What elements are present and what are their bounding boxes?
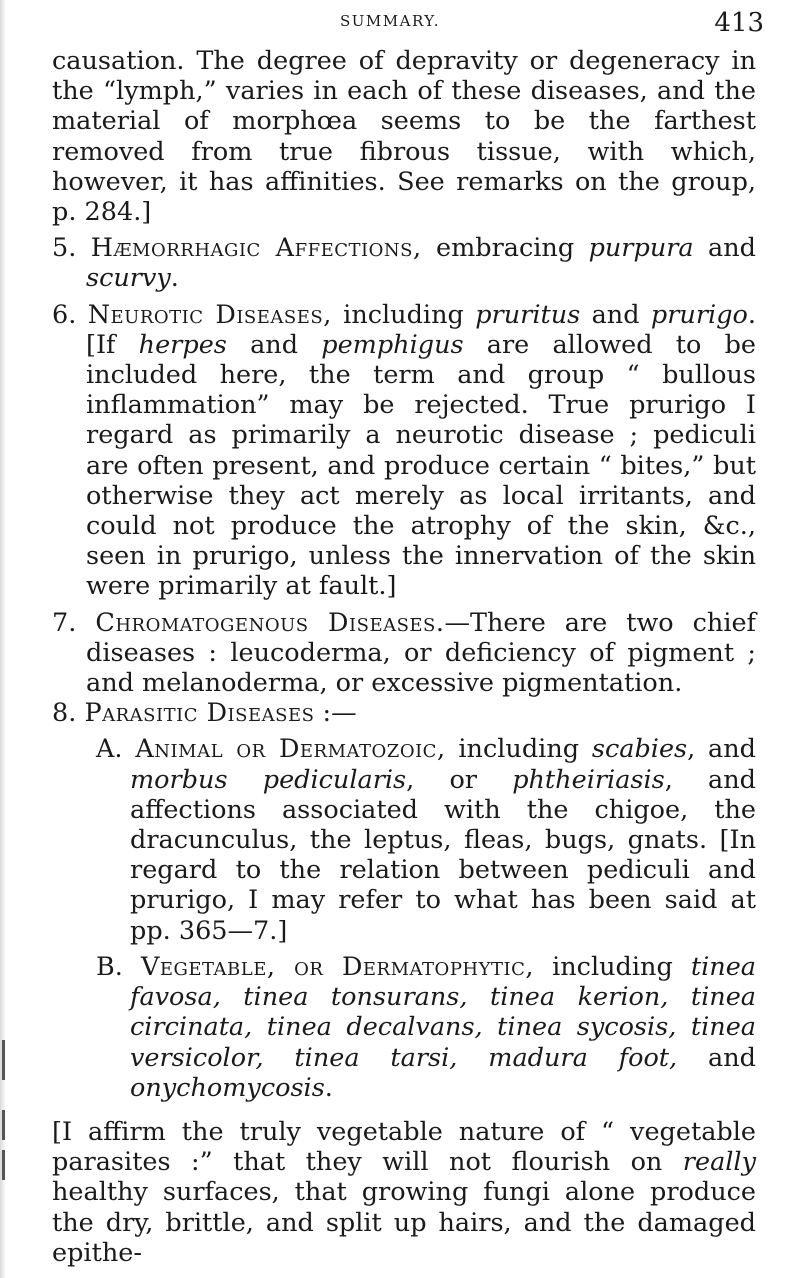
continuation-text: causation. The degree of depravity or degeneracy in the “lymph,” varies in each of these diseases, and the material of morphœa seems to be the farthest removed from true fibrous tissue, with which, however, it has affinities. See remarks on the group, p. 284.] <box>52 46 756 228</box>
entry-italic: morbus pedicularis <box>130 764 407 795</box>
entry-text: including <box>445 734 592 765</box>
entry-number: 8. <box>52 698 77 729</box>
entry-text: [I affirm the truly vegetable nature of “ vegetable parasites :” that they will not flourish on <box>52 1116 756 1178</box>
page-number: 413 <box>714 8 764 38</box>
entry-text: , and affections associated with the chigoe, the dracunculus, the leptus, fleas, bugs, gnats. [In regard to the relation between pediculi and prurigo, I may refer to what has been said at pp. 365—7.] <box>130 764 756 946</box>
entry-number: 5. <box>52 233 77 264</box>
page-spine-shadow <box>0 0 6 1278</box>
subentry-letter: A. <box>96 734 123 765</box>
entry-italic: scurvy <box>86 263 171 294</box>
entry-text: . <box>170 263 179 294</box>
subentry-animal <box>52 734 756 945</box>
entry-text: are allowed to be included here, the term and group “ bullous inflammation” may be rejected. True prurigo I regard as primarily a neurotic disease ; pediculi are often present, and produce certain “ bites,” but otherwise they act merely as local irritants, and could not produce the atrophy of the skin, &c., seen in prurigo, unless the innervation of the skin were primarily at fault.] <box>86 329 756 602</box>
entry-text: embracing <box>421 233 589 264</box>
entry-heading: Neurotic Diseases, <box>87 299 332 330</box>
spine-mark <box>2 1110 5 1140</box>
entry-heading: Chromatogenous Diseases. <box>95 607 445 638</box>
spine-mark <box>2 1040 5 1080</box>
entry-text: and <box>693 233 757 264</box>
entry-text: and <box>677 1042 756 1073</box>
entry-text: :— <box>314 698 357 729</box>
entry-text: —There are two chief diseases : leucoderma, or deficiency of pigment ; and melanoderma, or excessive pigmentation. <box>86 607 756 699</box>
entry-neurotic <box>52 300 756 602</box>
entry-text: . [If <box>86 299 756 360</box>
entry-italic: onychomycosis <box>130 1072 325 1103</box>
subentry-letter: B. <box>96 951 123 982</box>
continuation-paragraph <box>52 46 756 227</box>
entry-heading: Parasitic Diseases <box>84 698 315 729</box>
entry-text: , or <box>406 764 513 795</box>
entry-italic: phtheiriasis <box>512 764 665 795</box>
entry-italic: herpes <box>138 329 227 360</box>
entry-italic: pruritus <box>475 299 581 330</box>
entry-number: 6. <box>52 299 77 330</box>
entry-italic: scabies <box>591 734 688 765</box>
entry-text: healthy surfaces, that growing fungi alone produce the dry, brittle, and split up hairs, and the damaged epithe- <box>52 1177 756 1268</box>
subentry-vegetable <box>52 952 756 1103</box>
closing-paragraph <box>52 1117 756 1268</box>
subentry-heading: Vegetable, or Dermatophytic, <box>140 951 535 982</box>
page-body <box>52 46 756 1268</box>
entry-italic: purpura <box>588 233 694 264</box>
subentry-heading: Animal or Dermatozoic, <box>135 734 446 765</box>
entry-text: including <box>534 951 691 982</box>
entry-italic: pemphigus <box>321 329 464 360</box>
entry-text: including <box>331 299 476 330</box>
entry-text: , and <box>687 734 756 765</box>
entry-haemorrhagic <box>52 233 756 293</box>
entry-number: 7. <box>52 607 77 638</box>
entry-text: and <box>226 329 322 360</box>
entry-italic: prurigo <box>650 299 748 330</box>
spine-mark <box>2 1150 5 1180</box>
entry-parasitic <box>52 698 756 728</box>
entry-italic: tinea favosa, tinea tonsurans, tinea kerion, tinea circinata, tinea decalvans, tinea sycosis, tinea versicolor, tinea tarsi, madura foot, <box>130 951 756 1073</box>
page-header <box>0 8 800 44</box>
entry-text: and <box>580 299 651 330</box>
entry-chromatogenous <box>52 608 756 699</box>
entry-italic: really <box>682 1147 756 1178</box>
entry-heading: Hæmorrhagic Affections, <box>90 233 422 264</box>
running-title: SUMMARY. <box>340 12 441 30</box>
entry-text: . <box>324 1072 333 1103</box>
